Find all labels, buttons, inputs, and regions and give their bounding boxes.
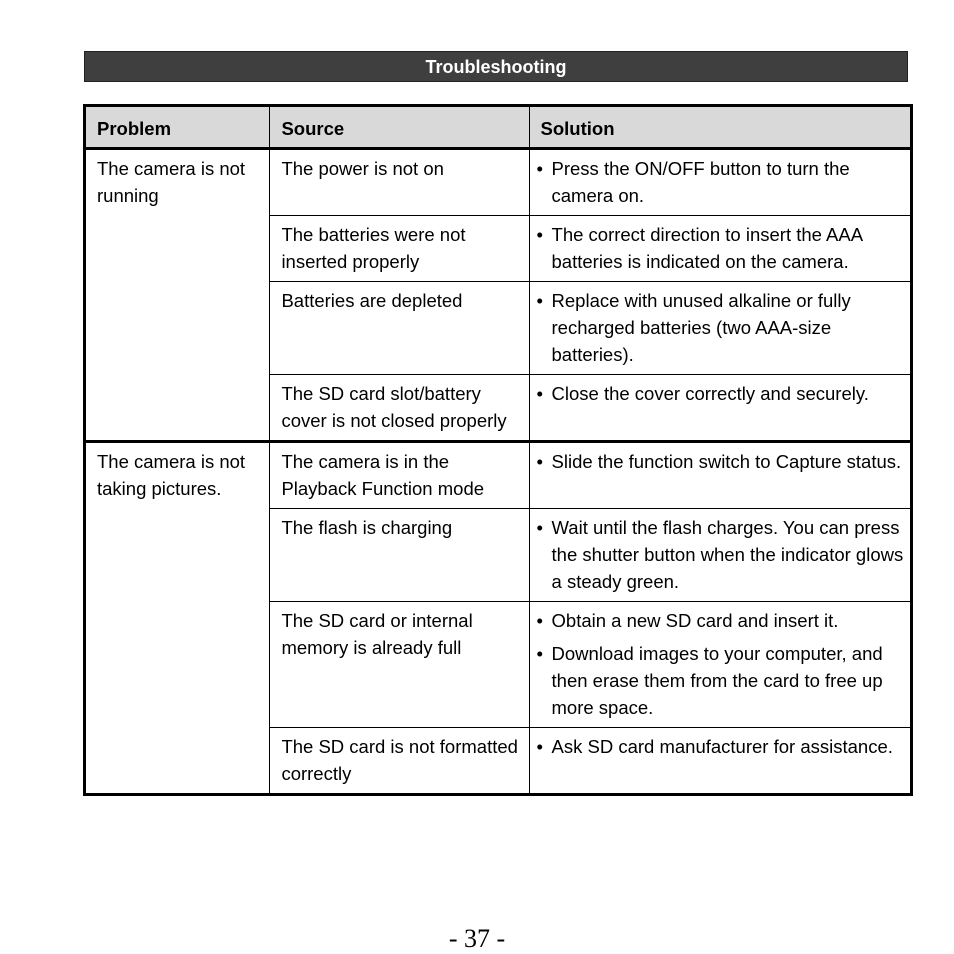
solution-cell (529, 149, 911, 216)
troubleshooting-table (83, 104, 913, 796)
solution-item (537, 448, 904, 475)
problem-cell: The camera is not running (85, 149, 270, 442)
source-cell: The SD card slot/battery cover is not closed properly (270, 375, 529, 442)
solution-text: Press the ON/OFF button to turn the camera on. (551, 158, 850, 206)
solution-item (537, 287, 904, 368)
solution-text: The correct direction to insert the AAA batteries is indicated on the camera. (551, 224, 863, 272)
solution-cell (529, 442, 911, 509)
bullet-icon: • (536, 736, 543, 757)
solution-text: Close the cover correctly and securely. (551, 383, 869, 404)
solution-text: Wait until the flash charges. You can press the shutter button when the indicator glows a steady green. (551, 517, 904, 592)
source-cell: The batteries were not inserted properly (270, 216, 529, 282)
source-cell: The SD card or internal memory is already full (270, 602, 529, 728)
bullet-icon: • (536, 643, 543, 664)
solution-cell (529, 282, 911, 375)
solution-item (537, 607, 904, 634)
problem-cell: The camera is not taking pictures. (85, 442, 270, 795)
solution-text: Obtain a new SD card and insert it. (551, 610, 839, 631)
solution-cell (529, 728, 911, 795)
bullet-icon: • (536, 451, 543, 472)
solution-text: Download images to your computer, and then erase them from the card to free up more space. (551, 643, 883, 718)
header-problem: Problem (85, 106, 270, 149)
source-cell: The SD card is not formatted correctly (270, 728, 529, 795)
bullet-icon: • (536, 224, 543, 245)
solution-cell (529, 509, 911, 602)
page-number: - 37 - (448, 924, 506, 953)
source-cell: The flash is charging (270, 509, 529, 602)
bullet-icon: • (536, 158, 543, 179)
solution-text: Replace with unused alkaline or fully recharged batteries (two AAA-size batteries). (551, 290, 851, 365)
section-title: Troubleshooting (84, 51, 908, 82)
solution-cell (529, 216, 911, 282)
bullet-icon: • (536, 610, 543, 631)
solution-cell (529, 375, 911, 442)
source-cell: The power is not on (270, 149, 529, 216)
source-cell: The camera is in the Playback Function mode (270, 442, 529, 509)
table-row (85, 149, 912, 216)
solution-text: Ask SD card manufacturer for assistance. (551, 736, 893, 757)
solution-item (537, 380, 904, 407)
source-cell: Batteries are depleted (270, 282, 529, 375)
header-source: Source (270, 106, 529, 149)
table-body (85, 149, 912, 795)
bullet-icon: • (536, 383, 543, 404)
solution-item (537, 733, 904, 760)
solution-item (537, 514, 904, 595)
header-solution: Solution (529, 106, 911, 149)
solution-text: Slide the function switch to Capture status. (551, 451, 902, 472)
bullet-icon: • (536, 290, 543, 311)
solution-cell (529, 602, 911, 728)
table-header-row (85, 106, 912, 149)
solution-item (537, 640, 904, 721)
table-row (85, 442, 912, 509)
solution-item (537, 221, 904, 275)
bullet-icon: • (536, 517, 543, 538)
solution-item (537, 155, 904, 209)
